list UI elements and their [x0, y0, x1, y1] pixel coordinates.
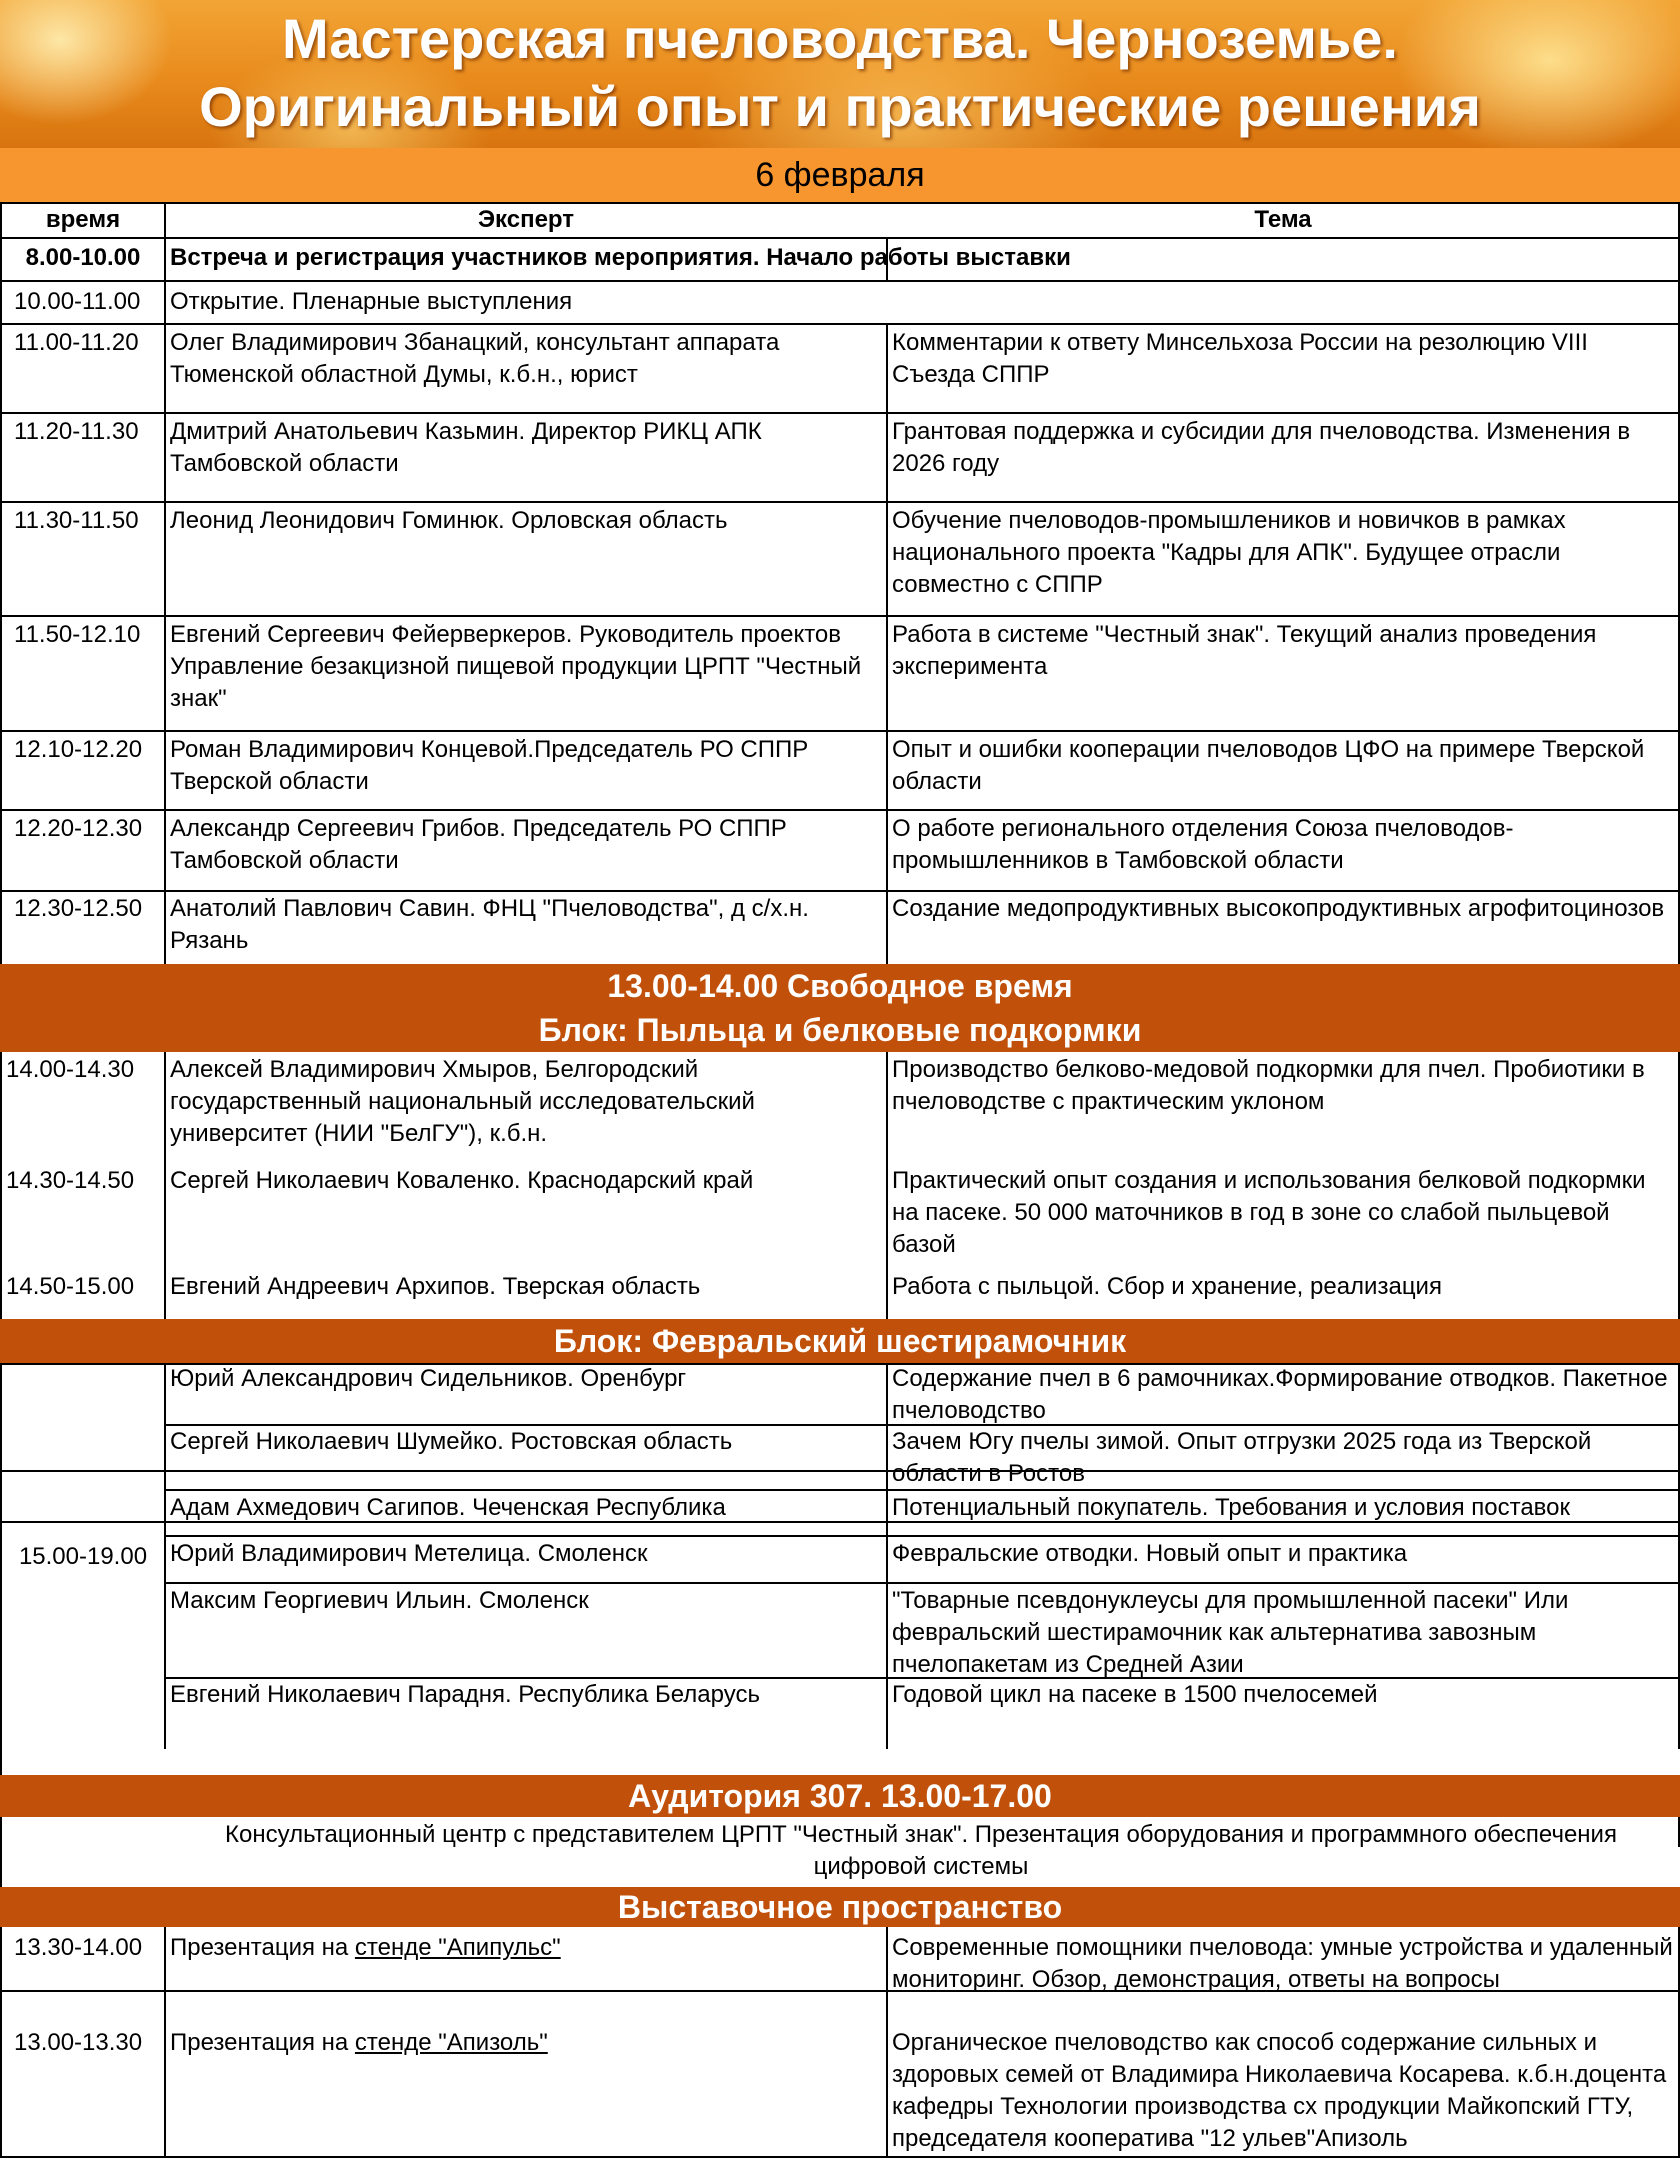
auditorium-text: Консультационный центр с представителем ЦРПТ "Честный знак". Презентация оборудования и программного обеспечения цифровой системы — [225, 1821, 1617, 1880]
pollen-time: 14.00-14.30 — [6, 1056, 135, 1083]
stand-link-apizol[interactable]: стенде "Апизоль" — [354, 2029, 548, 2056]
session-topic: Работа в системе "Честный знак". Текущий анализ проведения эксперимента — [892, 621, 1597, 680]
block-feb-title: Блок: Февральский шестирамочник — [0, 1319, 1680, 1363]
session-expert: Анатолий Павлович Савин. ФНЦ "Пчеловодства", д с/х.н. Рязань — [170, 895, 809, 954]
feb-topic: Годовой цикл на пасеке в 1500 пчелосемей — [892, 1681, 1378, 1708]
feb-expert: Юрий Владимирович Метелица. Смоленск — [170, 1540, 648, 1567]
session-expert: Дмитрий Анатольевич Казьмин. Директор РИКЦ АПК Тамбовской области — [170, 418, 762, 477]
feb-block-time: 15.00-19.00 — [18, 1543, 148, 1570]
registration-time: 8.00-10.00 — [25, 244, 141, 271]
session-expert: Александр Сергеевич Грибов. Председатель РО СППР Тамбовской области — [170, 815, 787, 874]
session-topic: О работе регионального отделения Союза пчеловодов-промышленников в Тамбовской области — [892, 815, 1514, 874]
session-expert: Олег Владимирович Збанацкий, консультант аппарата Тюменской областной Думы, к.б.н., юрист — [170, 329, 780, 388]
auditorium-title: Аудитория 307. 13.00-17.00 — [0, 1775, 1680, 1817]
session-topic: Грантовая поддержка и субсидии для пчеловодства. Изменения в 2026 году — [892, 418, 1631, 477]
exhibition-topic: Современные помощники пчеловода: умные устройства и удаленный мониторинг. Обзор, демонстрация, ответы на вопросы — [892, 1934, 1673, 1993]
registration-text: Встреча и регистрация участников мероприятия. Начало работы выставки — [170, 244, 1071, 271]
pollen-expert: Евгений Андреевич Архипов. Тверская область — [170, 1273, 701, 1300]
pollen-topic: Производство белково-медовой подкормки для пчел. Пробиотики в пчеловодстве с практическим уклоном — [892, 1056, 1645, 1115]
exhibition-presentation — [166, 1932, 886, 1964]
stand-link-apipuls[interactable]: стенде "Апипульс" — [354, 1934, 561, 1961]
pollen-topic: Практический опыт создания и использования белковой подкормки на пасеке. 50 000 маточников в год в зоне со слабой пыльцевой базой — [892, 1167, 1646, 1258]
session-expert: Роман Владимирович Концевой.Председатель РО СППР Тверской области — [170, 736, 809, 795]
pollen-topic: Работа с пыльцой. Сбор и хранение, реализация — [892, 1273, 1442, 1300]
pollen-expert: Сергей Николаевич Коваленко. Краснодарский край — [170, 1167, 754, 1194]
feb-expert: Сергей Николаевич Шумейко. Ростовская область — [170, 1428, 733, 1455]
session-time: 11.30-11.50 — [14, 507, 139, 534]
pollen-time: 14.30-14.50 — [6, 1167, 135, 1194]
session-time: 11.20-11.30 — [14, 418, 139, 445]
session-time: 12.10-12.20 — [14, 736, 143, 763]
feb-expert: Максим Георгиевич Ильин. Смоленск — [170, 1587, 589, 1614]
feb-expert: Юрий Александрович Сидельников. Оренбург — [170, 1365, 687, 1392]
feb-topic: Зачем Югу пчелы зимой. Опыт отгрузки 2025 года из Тверской области в Ростов — [892, 1428, 1592, 1487]
session-topic: Комментарии к ответу Минсельхоза России на резолюцию VIII Съезда СППР — [892, 329, 1588, 388]
feb-topic: Содержание пчел в 6 рамочниках.Формирование отводков. Пакетное пчеловодство — [892, 1365, 1668, 1424]
page-title-line2: Оригинальный опыт и практические решения — [199, 75, 1481, 138]
session-expert: Евгений Сергеевич Фейерверкеров. Руководитель проектов Управление безакцизной пищевой продукции ЦРПТ "Честный знак" — [170, 621, 862, 712]
session-time: 12.20-12.30 — [14, 815, 143, 842]
page-title-line1: Мастерская пчеловодства. Черноземье. — [281, 7, 1398, 70]
break-band — [0, 964, 1680, 1052]
column-header-time: время — [45, 206, 121, 233]
date-bar: 6 февраля — [0, 148, 1680, 202]
session-topic: Создание медопродуктивных высокопродуктивных агрофитоцинозов — [892, 895, 1665, 922]
feb-expert: Евгений Николаевич Парадня. Республика Беларусь — [170, 1681, 760, 1708]
pollen-time: 14.50-15.00 — [6, 1273, 135, 1300]
exhibition-time: 13.30-14.00 — [14, 1934, 143, 1961]
session-time: 11.50-12.10 — [14, 621, 141, 648]
pollen-expert: Алексей Владимирович Хмыров, Белгородский государственный национальный исследовательский университет (НИИ "БелГУ"), к.б.н. — [170, 1056, 755, 1147]
break-line: 13.00-14.00 Свободное время — [607, 968, 1073, 1004]
presentation-prefix: Презентация на — [170, 2029, 355, 2056]
session-topic: Опыт и ошибки кооперации пчеловодов ЦФО на примере Тверской области — [892, 736, 1645, 795]
column-header-expert: Эксперт — [477, 206, 575, 233]
feb-topic: Февральские отводки. Новый опыт и практика — [892, 1540, 1408, 1567]
session-time: 12.30-12.50 — [14, 895, 143, 922]
feb-expert: Адам Ахмедович Сагипов. Чеченская Республика — [170, 1494, 726, 1521]
exhibition-topic: Органическое пчеловодство как способ содержание сильных и здоровых семей от Владимира Николаевича Косарева. к.б.н.доцента кафедры Технологии производства сх продукции Майкопский ГТУ, председателя кооператива "12 ульев"Апизоль — [892, 2029, 1667, 2152]
presentation-prefix: Презентация на — [170, 1934, 355, 1961]
feb-topic: "Товарные псевдонуклеусы для промышленной пасеки" Или февральский шестирамочник как альтернатива завозным пчелопакетам из Средней Азии — [892, 1587, 1569, 1678]
exhibition-title: Выставочное пространство — [0, 1887, 1680, 1927]
column-header-topic: Тема — [1254, 206, 1312, 233]
block-pollen-title: Блок: Пыльца и белковые подкормки — [538, 1012, 1142, 1048]
header-banner — [0, 0, 1680, 148]
exhibition-presentation — [166, 2027, 886, 2059]
schedule-table — [0, 202, 1680, 2157]
session-time: 11.00-11.20 — [14, 329, 139, 356]
opening-text: Открытие. Пленарные выступления — [170, 288, 573, 315]
session-topic: Обучение пчеловодов-промышлеников и новичков в рамках национального проекта "Кадры для АПК". Будущее отрасли совместно с СППР — [892, 507, 1566, 598]
feb-topic: Потенциальный покупатель. Требования и условия поставок — [892, 1494, 1570, 1521]
exhibition-time: 13.00-13.30 — [14, 2029, 143, 2056]
session-expert: Леонид Леонидович Гоминюк. Орловская область — [170, 507, 728, 534]
opening-time: 10.00-11.00 — [14, 288, 141, 315]
